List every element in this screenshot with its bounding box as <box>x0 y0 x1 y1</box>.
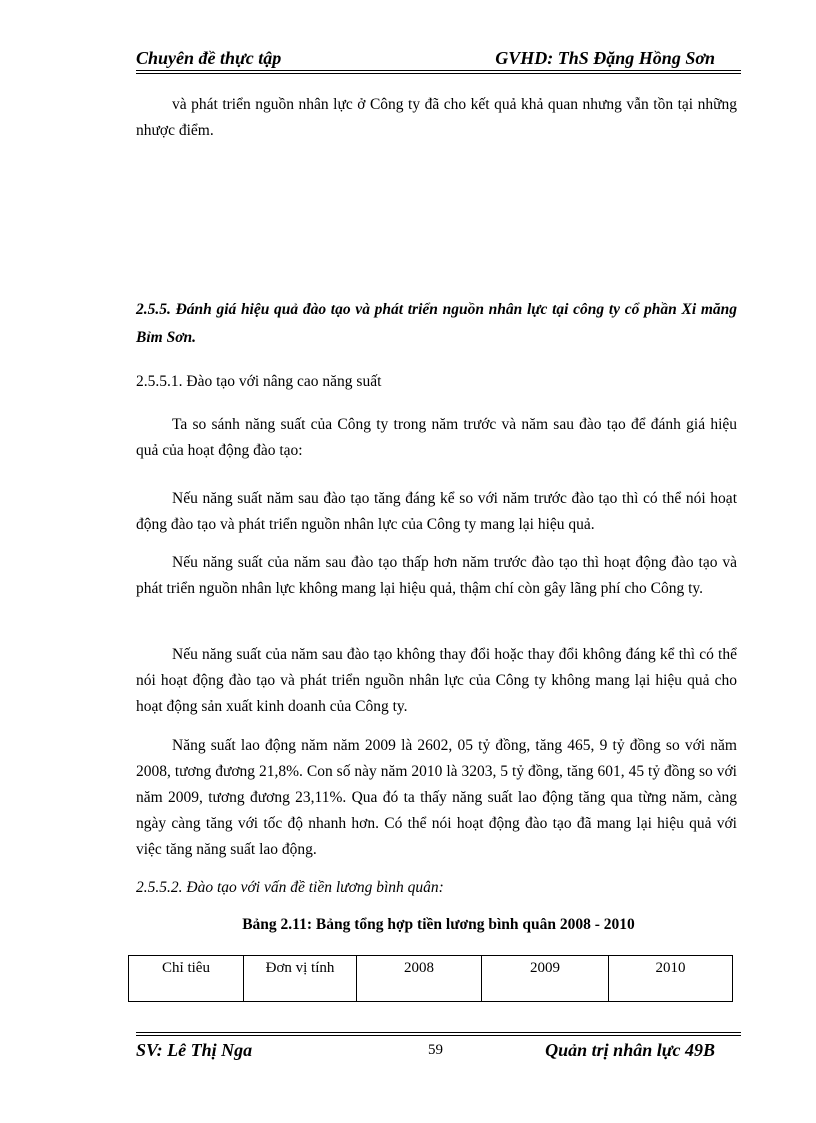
table-header-cell: Chỉ tiêu <box>129 956 244 1002</box>
table-header-cell: 2009 <box>482 956 609 1002</box>
section-title: 2.5.5. Đánh giá hiệu quả đào tạo và phát triển nguồn nhân lực tại công ty cổ phần Xi măng Bỉm Sơn. <box>136 301 737 346</box>
header-course-title: Chuyên đề thực tập <box>136 48 282 68</box>
footer-student: SV: Lê Thị Nga <box>136 1040 253 1060</box>
page-footer <box>136 1040 741 1062</box>
subsection-title-2: 2.5.5.2. Đào tạo với vấn đề tiền lương bình quân: <box>136 879 444 896</box>
footer-rule <box>136 1032 741 1033</box>
subsection-title-1: 2.5.5.1. Đào tạo với nâng cao năng suất <box>136 373 382 390</box>
header-rule <box>136 70 741 71</box>
header-rule-2 <box>136 73 741 74</box>
table-header-cell: Đơn vị tính <box>244 956 357 1002</box>
page-number: 59 <box>428 1042 443 1058</box>
paragraph-5: Năng suất lao động năm năm 2009 là 2602, 05 tỷ đồng, tăng 465, 9 tỷ đồng so với năm 2008, tương đương 21,8%. Con số này năm 2010 là 3203, 5 tỷ đồng, tăng 601, 45 tỷ đồng so với năm 2009, tương đương 23,11%. Qua đó ta thấy năng suất lao động tăng qua từng năm, càng ngày càng tăng với tốc độ nhanh hơn. Có thể nói hoạt động đào tạo đã mang lại hiệu quả với việc tăng năng suất lao động. <box>136 737 737 858</box>
header-supervisor: GVHD: ThS Đặng Hồng Sơn <box>495 48 715 68</box>
footer-class: Quản trị nhân lực 49B <box>545 1040 715 1060</box>
table-header-cell: 2008 <box>357 956 482 1002</box>
paragraph-continuation: và phát triển nguồn nhân lực ở Công ty đã cho kết quả khả quan nhưng vẫn tồn tại những nhược điểm. <box>136 96 737 139</box>
table-caption: Bảng 2.11: Bảng tổng hợp tiền lương bình quân 2008 - 2010 <box>242 916 635 933</box>
paragraph-1: Ta so sánh năng suất của Công ty trong năm trước và năm sau đào tạo để đánh giá hiệu quả của hoạt động đào tạo: <box>136 416 737 459</box>
page-header <box>136 48 741 70</box>
paragraph-4: Nếu năng suất của năm sau đào tạo không thay đổi hoặc thay đổi không đáng kể thì có thể nói hoạt động đào tạo và phát triển nguồn nhân lực của Công ty không mang lại hiệu quả cho hoạt động sản xuất kinh doanh của Công ty. <box>136 646 737 715</box>
salary-table <box>128 955 733 1002</box>
table-header-cell: 2010 <box>609 956 733 1002</box>
paragraph-3: Nếu năng suất của năm sau đào tạo thấp hơn năm trước đào tạo thì hoạt động đào tạo và phát triển nguồn nhân lực không mang lại hiệu quả, thậm chí còn gây lãng phí cho Công ty. <box>136 554 737 597</box>
paragraph-2: Nếu năng suất năm sau đào tạo tăng đáng kể so với năm trước đào tạo thì có thể nói hoạt động đào tạo và phát triển nguồn nhân lực của Công ty mang lại hiệu quả. <box>136 490 737 533</box>
footer-rule-2 <box>136 1035 741 1036</box>
table-row <box>129 956 733 1002</box>
